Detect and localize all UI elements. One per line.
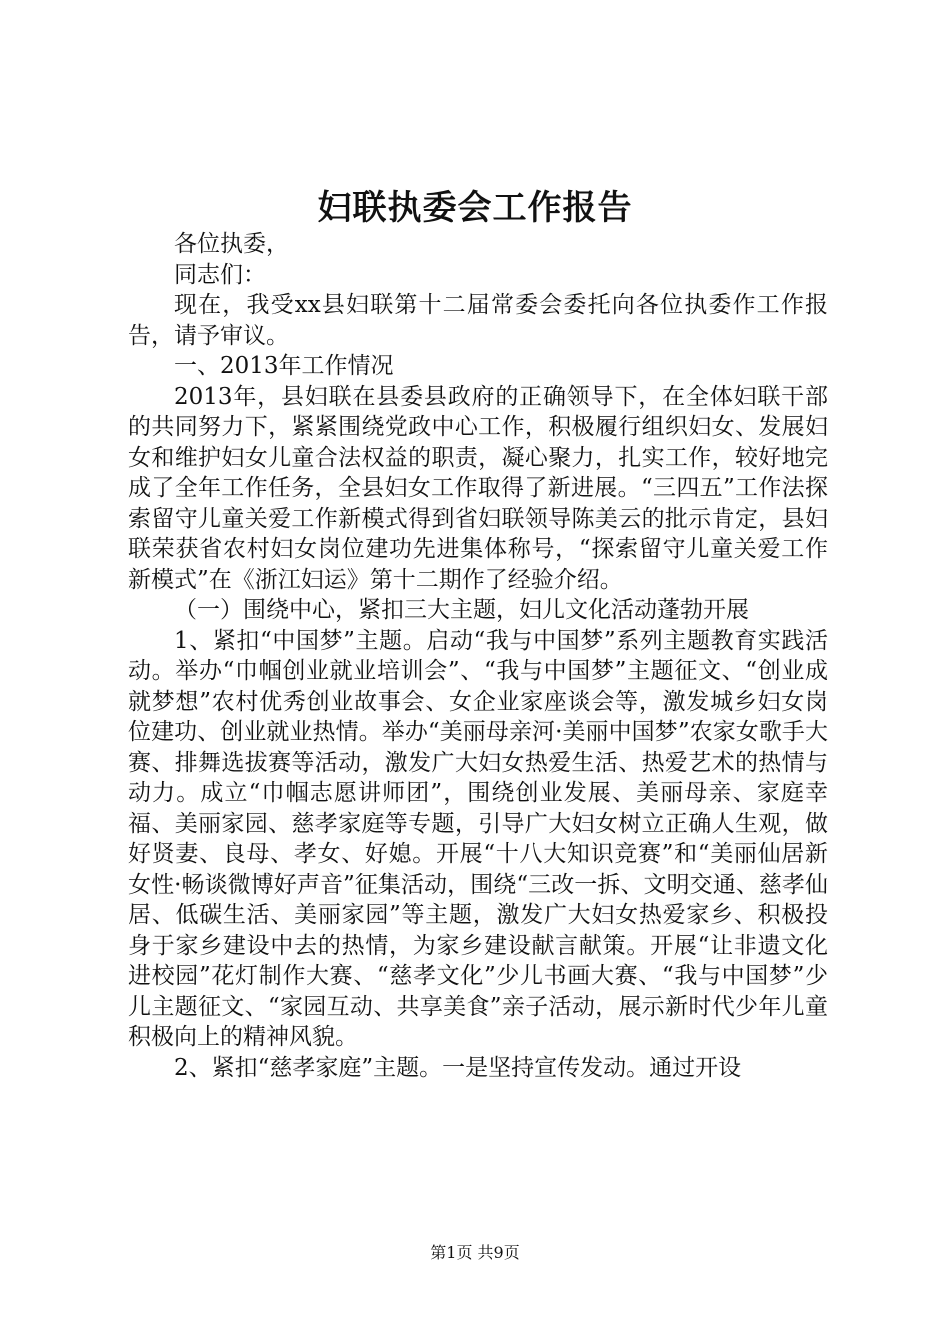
document-title: 妇联执委会工作报告 [317,188,633,228]
page-footer: 第1页 共9页 [430,1243,520,1262]
section-heading-2013: 一、2013年工作情况 [174,353,394,379]
item-2-paragraph: 2、紧扣“慈孝家庭”主题。一是坚持宣传发动。通过开设 [174,1054,742,1081]
summary-paragraph: 2013年，县妇联在县委县政府的正确领导下，在全体妇联干部的共同努力下，紧紧围绕党政中心工作，积极履行组织妇女、发展妇女和维护妇女儿童合法权益的职责，凝心聚力，扎实工作，较好地完成了全年工作任务，全县妇女工作取得了新进展。“三四五”工作法探索留守儿童关爱工作新模式得到省妇联领导陈美云的批示肯定，县妇联荣获省农村妇女岗位建功先进集体称号，“探索留守儿童关爱工作新模式”在《浙江妇运》第十二期作了经验介绍。 [128,383,828,593]
salutation-comrades: 同志们： [174,261,266,288]
subsection-heading-1: （一）围绕中心，紧扣三大主题，妇儿文化活动蓬勃开展 [174,597,749,623]
document-body [128,229,828,1083]
salutation-executives: 各位执委， [174,231,289,257]
item-1-paragraph: 1、紧扣“中国梦”主题。启动“我与中国梦”系列主题教育实践活动。举办“巾帼创业就业培训会”、“我与中国梦”主题征文、“创业成就梦想”农村优秀创业故事会、女企业家座谈会等，激发城乡妇女岗位建功、创业就业热情。举办“美丽母亲河·美丽中国梦”农家女歌手大赛、排舞选拔赛等活动，激发广大妇女热爱生活、热爱艺术的热情与动力。成立“巾帼志愿讲师团”，围绕创业发展、美丽母亲、家庭幸福、美丽家园、慈孝家庭等专题，引导广大妇女树立正确人生观，做好贤妻、良母、孝女、好媳。开展“十八大知识竞赛”和“美丽仙居新女性·畅谈微博好声音”征集活动，围绕“三改一拆、文明交通、慈孝仙居、低碳生活、美丽家园”等主题，激发广大妇女热爱家乡、积极投身于家乡建设中去的热情，为家乡建设献言献策。开展“让非遗文化进校园”花灯制作大赛、“慈孝文化”少儿书画大赛、“我与中国梦”少儿主题征文、“家园互动、共享美食”亲子活动，展示新时代少年儿童积极向上的精神风貌。 [128,627,828,1050]
intro-paragraph: 现在，我受xx县妇联第十二届常委会委托向各位执委作工作报告，请予审议。 [128,292,828,349]
